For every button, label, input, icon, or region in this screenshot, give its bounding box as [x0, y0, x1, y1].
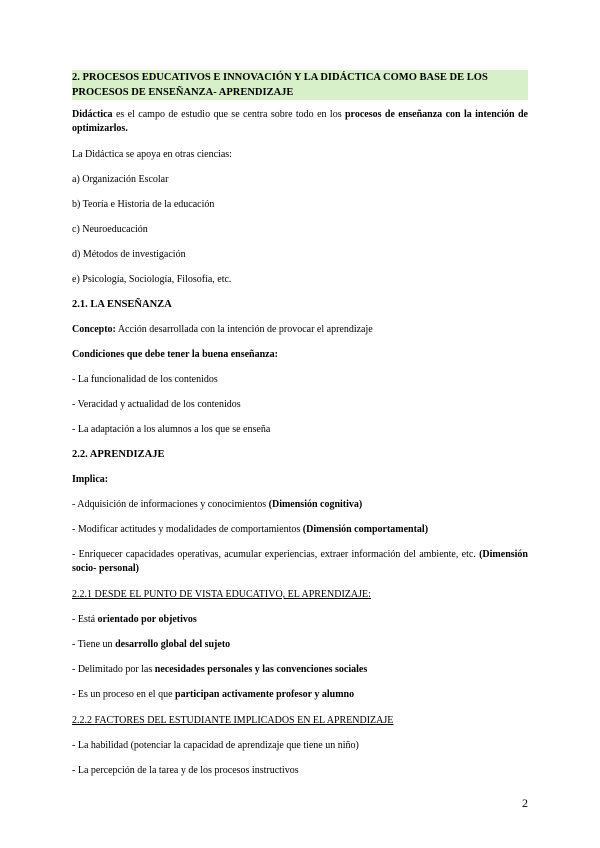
- implica-label: Implica:: [72, 474, 109, 485]
- implica-item: - Adquisición de informaciones y conocimientos (Dimensión cognitiva): [72, 499, 363, 510]
- ciencia-item: d) Métodos de investigación: [72, 249, 186, 260]
- apoya-paragraph: La Didáctica se apoya en otras ciencias:: [72, 149, 232, 160]
- condicion-item: - La funcionalidad de los contenidos: [72, 374, 218, 385]
- heading-line-2: PROCESOS DE ENSEÑANZA- APRENDIZAJE: [72, 87, 294, 98]
- intro-paragraph: [72, 108, 528, 136]
- intro-bold-tail: procesos de enseñanza con la intención de optimizarlos.: [72, 109, 528, 134]
- condicion-item: - Veracidad y actualidad de los contenidos: [72, 399, 241, 410]
- subheading-ensenanza: 2.1. LA ENSEÑANZA: [72, 299, 172, 310]
- concepto-label: Concepto:: [72, 324, 116, 335]
- factor-item: - La habilidad (potenciar la capacidad de aprendizaje que tiene un niño): [72, 740, 359, 751]
- subheading-aprendizaje: 2.2. APRENDIZAJE: [72, 449, 165, 460]
- concepto-line: [72, 323, 528, 337]
- implica-item: - Modificar actitudes y modalidades de comportamientos (Dimensión comportamental): [72, 524, 429, 535]
- document-page: [72, 70, 528, 778]
- concepto-text: Acción desarrollada con la intención de provocar el aprendizaje: [115, 324, 373, 335]
- ciencia-item: b) Teoría e Historia de la educación: [72, 199, 215, 210]
- ciencia-item: c) Neuroeducación: [72, 224, 148, 235]
- condiciones-label: Condiciones que debe tener la buena enseñanza:: [72, 349, 278, 360]
- punto-item: - Es un proceso en el que participan activamente profesor y alumno: [72, 689, 355, 700]
- intro-text: es el campo de estudio que se centra sobre todo en los: [112, 109, 345, 120]
- subheading-factores: 2.2.2 FACTORES DEL ESTUDIANTE IMPLICADOS EN EL APRENDIZAJE: [72, 715, 394, 726]
- punto-item: - Delimitado por las necesidades personales y las convenciones sociales: [72, 664, 368, 675]
- page-number: 2: [522, 796, 528, 810]
- subheading-punto-vista: 2.2.1 DESDE EL PUNTO DE VISTA EDUCATIVO, EL APRENDIZAJE:: [72, 589, 371, 600]
- ciencia-item: a) Organización Escolar: [72, 174, 169, 185]
- section-heading: [72, 70, 528, 100]
- intro-term: Didáctica: [72, 109, 113, 120]
- factor-item: - La percepción de la tarea y de los procesos instructivos: [72, 765, 299, 776]
- condicion-item: - La adaptación a los alumnos a los que se enseña: [72, 424, 271, 435]
- punto-item: - Tiene un desarrollo global del sujeto: [72, 639, 231, 650]
- punto-item: - Está orientado por objetivos: [72, 614, 197, 625]
- implica-item: - Enriquecer capacidades operativas, acumular experiencias, extraer información del ambiente, etc. (Dimensión socio- personal): [72, 549, 528, 574]
- ciencia-item: e) Psicología, Sociología, Filosofía, etc.: [72, 274, 232, 285]
- heading-line-1: 2. PROCESOS EDUCATIVOS E INNOVACIÓN Y LA DIDÁCTICA COMO BASE DE LOS: [72, 72, 488, 83]
